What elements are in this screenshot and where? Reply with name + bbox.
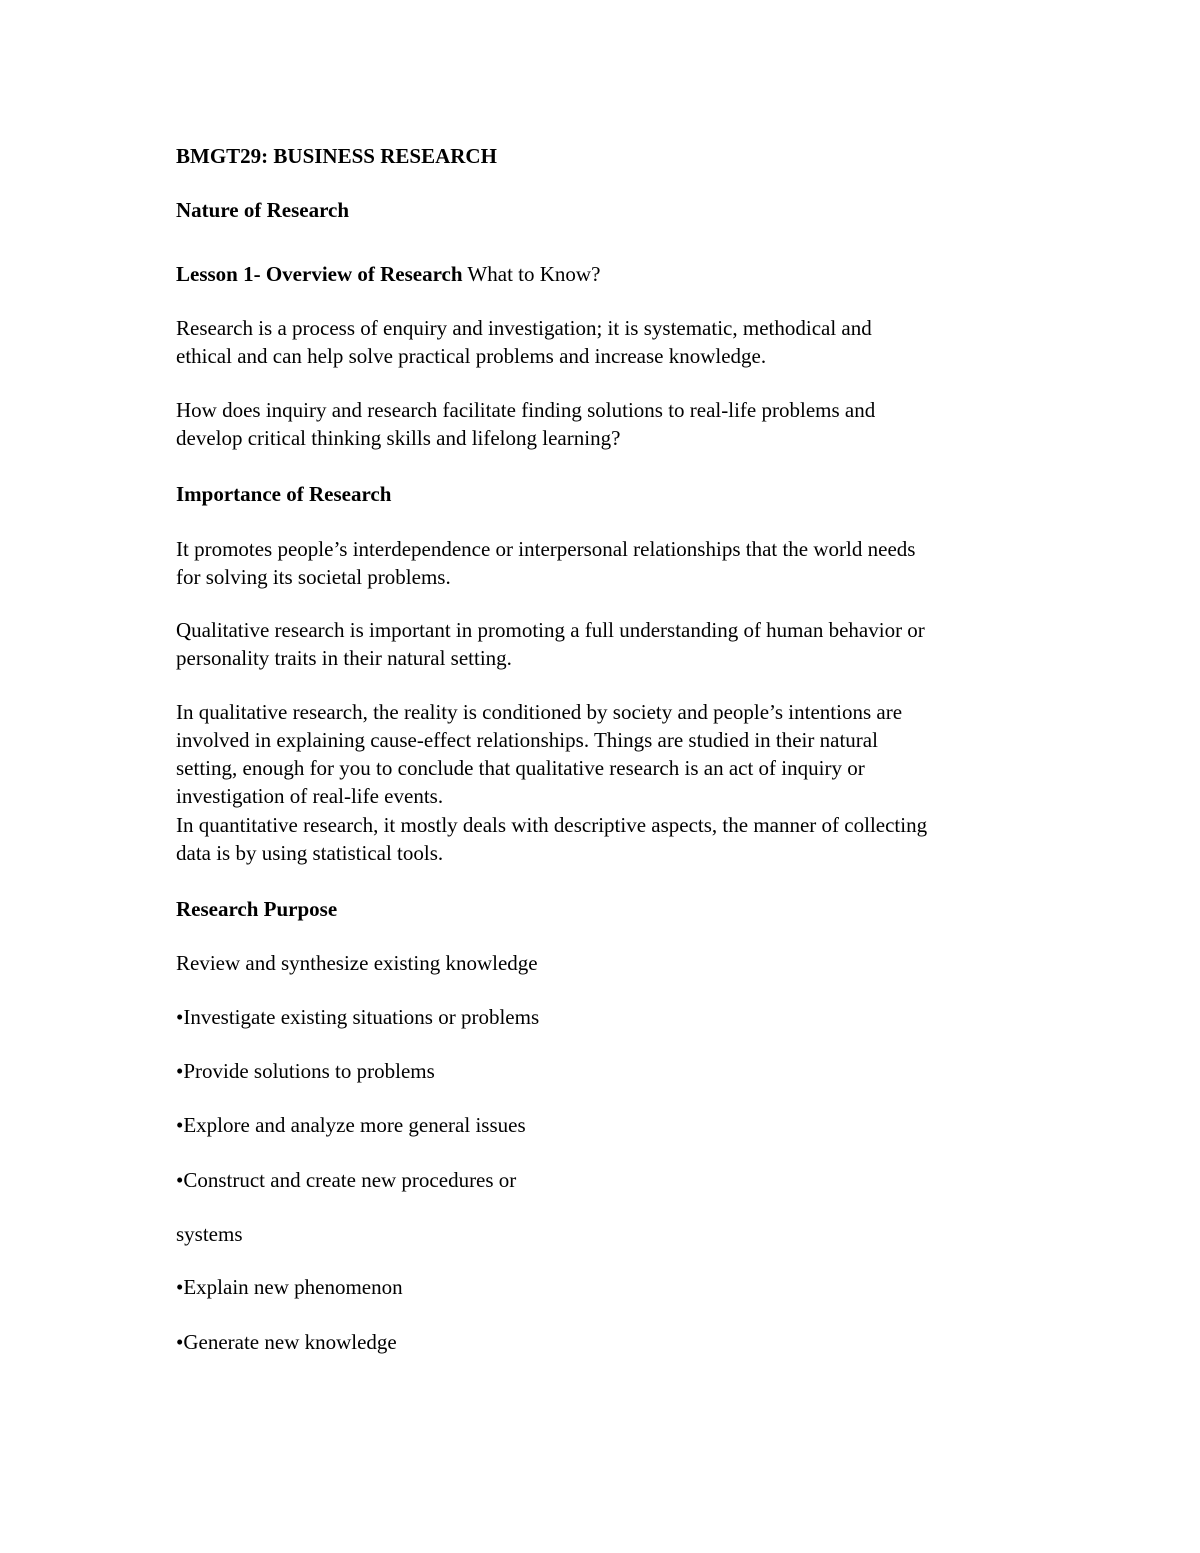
purpose-heading: Research Purpose — [176, 897, 338, 921]
importance-p3-line-5: In quantitative research, it mostly deals with descriptive aspects, the manner of collecting — [176, 813, 928, 837]
importance-p2-line-2: personality traits in their natural setting. — [176, 646, 512, 670]
importance-p2-line-1: Qualitative research is important in promoting a full understanding of human behavior or — [176, 618, 925, 642]
importance-p3-line-6: data is by using statistical tools. — [176, 841, 444, 865]
importance-p3-line-3: setting, enough for you to conclude that qualitative research is an act of inquiry or — [176, 756, 865, 780]
purpose-item: Review and synthesize existing knowledge — [176, 951, 538, 975]
question-line-1: How does inquiry and research facilitate finding solutions to real-life problems and — [176, 398, 876, 422]
purpose-item: •Provide solutions to problems — [176, 1059, 435, 1083]
purpose-item: •Explore and analyze more general issues — [176, 1113, 526, 1137]
course-title: BMGT29: BUSINESS RESEARCH — [176, 144, 497, 168]
importance-p3-line-2: involved in explaining cause-effect relationships. Things are studied in their natural — [176, 728, 878, 752]
lesson-subtitle: What to Know? — [462, 262, 601, 286]
overview-line-2: ethical and can help solve practical problems and increase knowledge. — [176, 344, 767, 368]
purpose-item: •Explain new phenomenon — [176, 1275, 403, 1299]
importance-p1-line-1: It promotes people’s interdependence or interpersonal relationships that the world needs — [176, 537, 916, 561]
lesson-heading — [176, 260, 600, 288]
purpose-item: •Construct and create new procedures or — [176, 1168, 517, 1192]
purpose-item: •Investigate existing situations or problems — [176, 1005, 540, 1029]
purpose-item: systems — [176, 1222, 243, 1246]
question-line-2: develop critical thinking skills and lifelong learning? — [176, 426, 621, 450]
importance-p3-line-4: investigation of real-life events. — [176, 784, 444, 808]
importance-heading: Importance of Research — [176, 482, 392, 506]
importance-p1-line-2: for solving its societal problems. — [176, 565, 451, 589]
unit-title: Nature of Research — [176, 198, 350, 222]
purpose-item: •Generate new knowledge — [176, 1330, 397, 1354]
lesson-title: Lesson 1- Overview of Research — [176, 262, 463, 286]
overview-line-1: Research is a process of enquiry and investigation; it is systematic, methodical and — [176, 316, 872, 340]
importance-p3-line-1: In qualitative research, the reality is conditioned by society and people’s intentions are — [176, 700, 903, 724]
